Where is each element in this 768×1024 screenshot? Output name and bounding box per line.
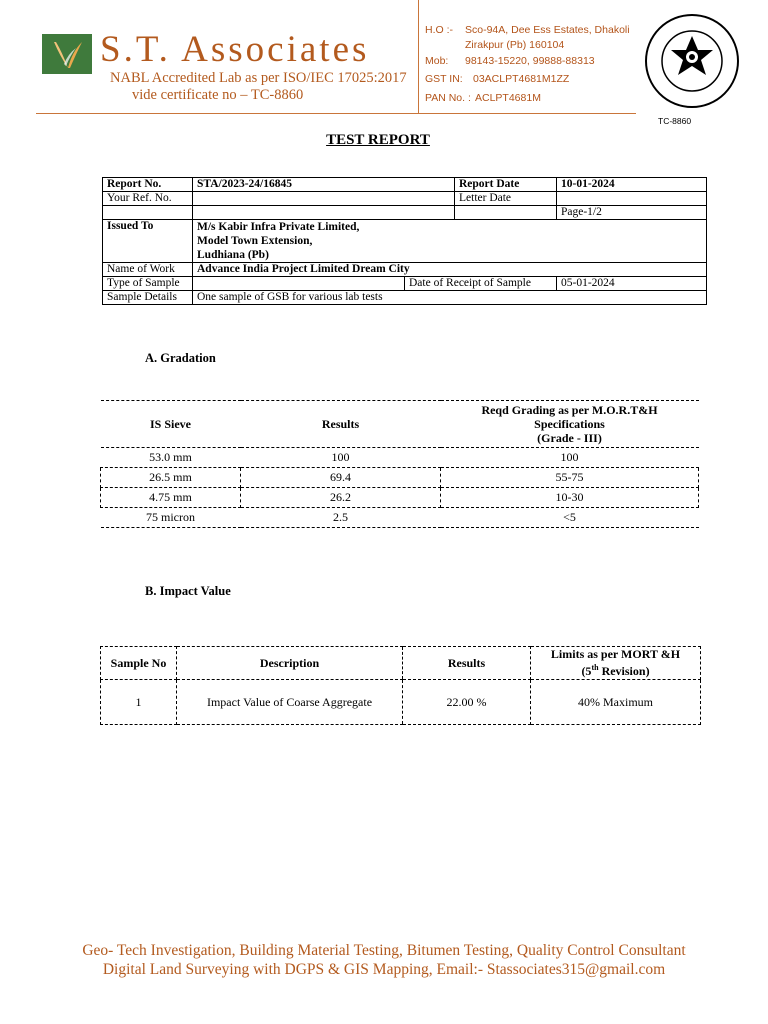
report-info-table	[102, 177, 707, 305]
limit-cell: 40% Maximum	[531, 680, 701, 725]
table-row	[103, 192, 707, 206]
issued-to-label: Issued To	[103, 220, 193, 263]
sample-details-label: Sample Details	[103, 291, 193, 305]
pan-label: PAN No. :	[425, 92, 471, 104]
col-sample-no: Sample No	[101, 647, 177, 680]
col-results: Results	[403, 647, 531, 680]
nabl-seal	[643, 12, 741, 110]
impact-table	[100, 646, 701, 725]
table-row	[103, 263, 707, 277]
table-row	[103, 291, 707, 305]
impact-heading: B. Impact Value	[145, 584, 231, 598]
report-date-label: Report Date	[455, 178, 557, 192]
gst-value: 03ACLPT4681M1ZZ	[473, 73, 570, 85]
mob-value: 98143-15220, 99888-88313	[465, 55, 595, 67]
sample-details-value: One sample of GSB for various lab tests	[193, 291, 707, 305]
col-limits: Limits as per MORT &H (5th Revision)	[531, 647, 701, 680]
receipt-date-label: Date of Receipt of Sample	[405, 277, 557, 291]
nabl-seal-icon	[643, 12, 741, 110]
issued-line-2: Model Town Extension,	[197, 235, 313, 247]
accreditation-text: NABL Accredited Lab as per ISO/IEC 17025:2017	[110, 70, 407, 86]
table-row	[103, 220, 707, 263]
pan-value: ACLPT4681M	[475, 92, 541, 104]
gradation-table	[100, 400, 699, 528]
name-of-work-label: Name of Work	[103, 263, 193, 277]
header-divider-vertical	[418, 0, 419, 114]
col-reqd-grading: Reqd Grading as per M.O.R.T&H Specifications (Grade - III)	[441, 401, 699, 448]
issued-line-3: Ludhiana (Pb)	[197, 249, 269, 261]
ho-label: H.O :-	[425, 24, 453, 36]
receipt-date-value: 05-01-2024	[557, 277, 707, 291]
certificate-text: vide certificate no – TC-8860	[132, 87, 304, 103]
result-cell: 22.00 %	[403, 680, 531, 725]
ho-address-line2: Zirakpur (Pb) 160104	[465, 39, 565, 51]
col-description: Description	[177, 647, 403, 680]
table-row: 4.75 mm 26.2 10-30	[101, 488, 699, 508]
report-date-value: 10-01-2024	[557, 178, 707, 192]
sample-type-value	[193, 277, 405, 291]
report-no-value: STA/2023-24/16845	[193, 178, 455, 192]
mob-label: Mob:	[425, 55, 449, 67]
page-number: Page-1/2	[557, 206, 707, 220]
gst-label: GST IN:	[425, 73, 463, 85]
table-row	[103, 277, 707, 291]
description-cell: Impact Value of Coarse Aggregate	[177, 680, 403, 725]
sample-no-cell: 1	[101, 680, 177, 725]
seal-code: TC-8860	[658, 116, 692, 126]
leaf-logo-icon	[42, 34, 92, 74]
letter-date-label: Letter Date	[455, 192, 557, 206]
name-of-work-value: Advance India Project Limited Dream City	[193, 263, 707, 277]
table-row: 75 micron 2.5 <5	[101, 508, 699, 528]
table-row: 26.5 mm 69.4 55-75	[101, 468, 699, 488]
table-header-row	[101, 647, 701, 680]
footer-services: Geo- Tech Investigation, Building Material Testing, Bitumen Testing, Quality Control Consultant	[82, 942, 686, 959]
company-logo	[42, 34, 92, 74]
col-is-sieve: IS Sieve	[101, 401, 241, 448]
footer-contact: Digital Land Surveying with DGPS & GIS Mapping, Email:- Stassociates315@gmail.com	[102, 961, 666, 978]
company-name: S.T. Associates	[100, 29, 370, 70]
issued-to-value	[193, 220, 707, 263]
table-row	[101, 680, 701, 725]
report-title: TEST REPORT	[326, 132, 430, 148]
issued-line-1: M/s Kabir Infra Private Limited,	[197, 221, 360, 233]
table-header-row	[101, 401, 699, 448]
col-results: Results	[241, 401, 441, 448]
sample-type-label: Type of Sample	[103, 277, 193, 291]
ref-no-value	[193, 192, 455, 206]
letter-date-value	[557, 192, 707, 206]
header-divider-horizontal	[36, 113, 636, 114]
table-row: 53.0 mm 100 100	[101, 448, 699, 468]
ho-address-line1: Sco-94A, Dee Ess Estates, Dhakoli	[465, 24, 630, 36]
table-row	[103, 178, 707, 192]
table-row	[103, 206, 707, 220]
ref-no-label: Your Ref. No.	[103, 192, 193, 206]
gradation-heading: A. Gradation	[145, 351, 216, 365]
report-no-label: Report No.	[103, 178, 193, 192]
